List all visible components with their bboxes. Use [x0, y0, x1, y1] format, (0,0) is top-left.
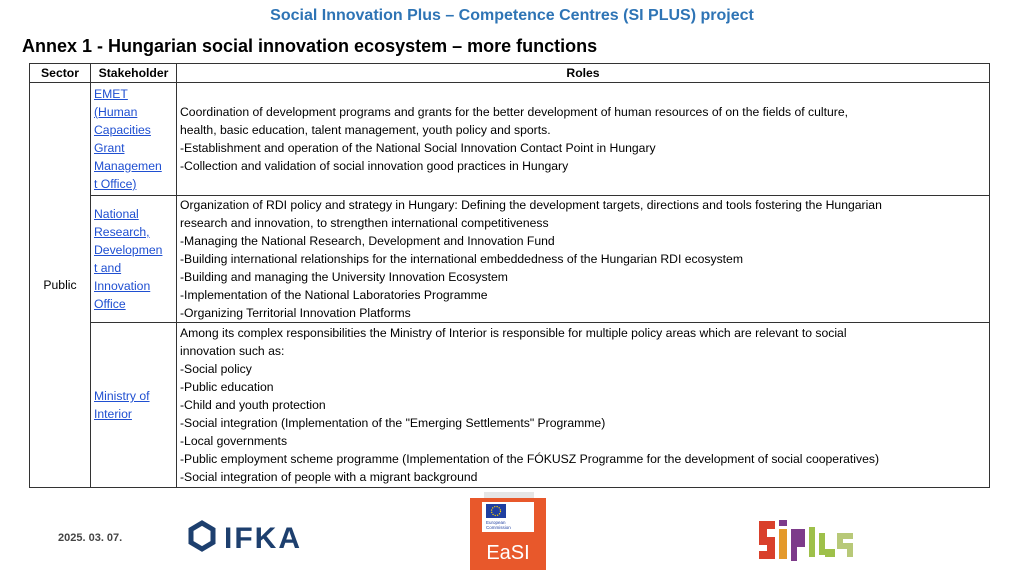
role-text: -Implementation of the National Laboratories Programme: [180, 288, 488, 302]
stakeholder-cell: [91, 83, 177, 196]
table-row: [30, 323, 990, 488]
ifka-logo-text: IFKA: [224, 522, 302, 555]
role-text: -Establishment and operation of the National Social Innovation Contact Point in Hungary: [180, 141, 656, 155]
eu-flag-icon: [486, 504, 506, 518]
roles-cell: [177, 323, 990, 488]
role-text: Coordination of development programs and grants for the better development of human resources of on the fields of culture,: [180, 105, 848, 119]
column-header-roles: Roles: [177, 64, 990, 83]
sector-cell: Public: [30, 83, 91, 488]
role-text: Organization of RDI policy and strategy in Hungary: Defining the development targets, directions and tools fostering the Hungarian: [180, 198, 882, 212]
role-text: -Collection and validation of social innovation good practices in Hungary: [180, 159, 569, 173]
easi-commission-line2: Commission: [486, 525, 511, 530]
stakeholder-link-emet[interactable]: EMET (Human Capacities Grant Managemen t Office): [94, 87, 162, 191]
stakeholder-cell: [91, 196, 177, 323]
footer-date: 2025. 03. 07.: [58, 532, 123, 544]
table-row: [30, 83, 990, 196]
table-row: [30, 196, 990, 323]
project-title: Social Innovation Plus – Competence Centres (SI PLUS) project: [270, 7, 754, 24]
stakeholder-link-ministry-of-interior[interactable]: Ministry of Interior: [94, 389, 150, 421]
role-text: -Building and managing the University Innovation Ecosystem: [180, 270, 508, 284]
annex-title: Annex 1 - Hungarian social innovation ecosystem – more functions: [22, 36, 598, 56]
role-text: -Public employment scheme programme (Implementation of the FÓKUSZ Programme for the development of social cooperatives): [180, 452, 880, 466]
siplus-logo-text: si plus: [805, 562, 809, 563]
easi-logo: [460, 492, 556, 570]
ifka-logo: [188, 520, 312, 558]
role-text: -Social policy: [180, 362, 252, 376]
role-text: health, basic education, talent management, youth policy and sports.: [180, 123, 551, 137]
siplus-logo: [757, 517, 857, 563]
hexagon-icon: [191, 523, 213, 549]
role-text: -Public education: [180, 380, 274, 394]
column-header-sector: Sector: [30, 64, 91, 83]
role-text: -Social integration (Implementation of the "Emerging Settlements" Programme): [180, 416, 606, 430]
table-header-row: [30, 64, 990, 83]
role-text: -Managing the National Research, Development and Innovation Fund: [180, 234, 555, 248]
roles-cell: [177, 83, 990, 196]
role-text: Among its complex responsibilities the Ministry of Interior is responsible for multiple policy areas which are relevant to social: [180, 326, 847, 340]
role-text: -Child and youth protection: [180, 398, 326, 412]
roles-cell: [177, 196, 990, 323]
stakeholder-link-nkfih[interactable]: National Research, Developmen t and Innovation Office: [94, 207, 163, 311]
role-text: research and innovation, to strengthen international competitiveness: [180, 216, 549, 230]
stakeholder-cell: [91, 323, 177, 488]
role-text: -Social integration of people with a migrant background: [180, 470, 478, 484]
role-text: -Building international relationships for the international embeddedness of the Hungarian RDI ecosystem: [180, 252, 743, 266]
role-text: innovation such as:: [180, 344, 285, 358]
role-text: -Local governments: [180, 434, 288, 448]
easi-logo-text: EaSI: [486, 542, 530, 564]
roles-table: [29, 63, 990, 488]
column-header-stakeholder: Stakeholder: [91, 64, 177, 83]
easi-commission-line1: European: [486, 520, 506, 525]
role-text: -Organizing Territorial Innovation Platforms: [180, 306, 411, 320]
